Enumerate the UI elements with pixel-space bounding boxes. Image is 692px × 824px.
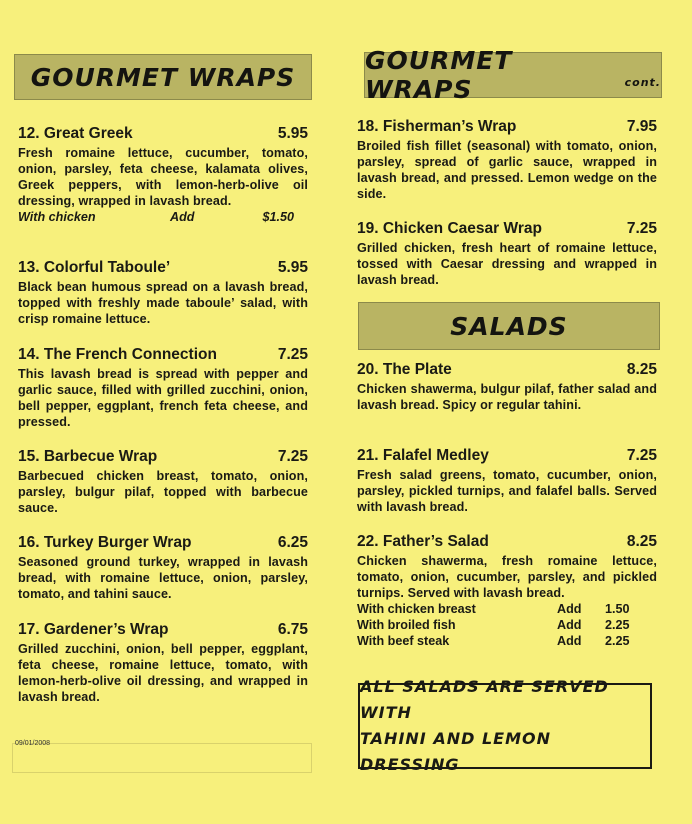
item-description: Grilled zucchini, onion, bell pepper, eggplant, feta cheese, romaine lettuce, tomato, with lemon-herb-olive oil dressing, and wrapped in lavash bread.	[18, 642, 308, 704]
item-price: 5.95	[277, 259, 308, 276]
item-name: 19. Chicken Caesar Wrap	[357, 220, 542, 237]
addon-name: With chicken breast	[357, 602, 476, 616]
menu-item-15	[18, 447, 308, 516]
menu-item-22	[357, 532, 657, 649]
item-price: 7.25	[626, 220, 657, 237]
item-price: 5.95	[277, 125, 308, 142]
menu-item-14	[18, 345, 308, 430]
item-description: Seasoned ground turkey, wrapped in lavash bread, with romaine lettuce, onion, parsley, tomato, and tahini sauce.	[18, 555, 308, 601]
banner-title: SALADS	[450, 311, 568, 341]
menu-item-12	[18, 124, 308, 225]
item-name: 17. Gardener’s Wrap	[18, 621, 169, 638]
addon-price: 2.25	[605, 618, 630, 632]
note-line-1: ALL SALADS ARE SERVED WITH	[360, 677, 609, 722]
print-date: 09/01/2008	[15, 740, 51, 747]
note-line-2: TAHINI AND LEMON DRESSING	[360, 729, 551, 774]
item-description: Chicken shawerma, bulgur pilaf, father salad and lavash bread. Spicy or regular tahini.	[357, 382, 657, 412]
item-price: 7.25	[277, 448, 308, 465]
addon-add: Add	[557, 602, 582, 616]
item-price: 8.25	[626, 361, 657, 378]
addon-price: 2.25	[605, 634, 630, 648]
item-price: 7.25	[626, 447, 657, 464]
item-price: 6.25	[277, 534, 308, 551]
menu-item-19	[357, 219, 657, 288]
menu-item-21	[357, 446, 657, 515]
addon-price: $1.50	[262, 210, 294, 224]
addon-row	[357, 601, 657, 617]
banner-title: GOURMET WRAPS	[365, 46, 513, 104]
item-name: 14. The French Connection	[18, 346, 217, 363]
item-name: 16. Turkey Burger Wrap	[18, 534, 192, 551]
addon-price: 1.50	[605, 602, 630, 616]
menu-item-13	[18, 258, 308, 327]
gourmet-wraps-banner	[14, 54, 312, 100]
item-name: 21. Falafel Medley	[357, 447, 489, 464]
addon-row	[357, 617, 657, 633]
banner-cont: cont.	[624, 76, 661, 89]
item-description: Fresh salad greens, tomato, cucumber, onion, parsley, pickled turnips, and falafel balls. Served with lavash bread.	[357, 468, 657, 514]
item-description: Barbecued chicken breast, tomato, onion, parsley, bulgur pilaf, topped with barbecue sauce.	[18, 469, 308, 515]
banner-title: GOURMET WRAPS	[30, 62, 296, 92]
item-price: 7.95	[626, 118, 657, 135]
item-name: 13. Colorful Taboule’	[18, 259, 171, 276]
salads-banner	[358, 302, 660, 350]
item-price: 7.25	[277, 346, 308, 363]
item-name: 15. Barbecue Wrap	[18, 448, 158, 465]
menu-item-20	[357, 360, 657, 413]
item-name: 12. Great Greek	[18, 125, 133, 142]
addon-row	[357, 633, 657, 649]
item-name: 20. The Plate	[357, 361, 452, 378]
item-description: Black bean humous spread on a lavash bread, topped with freshly made taboule’ salad, with crisp romaine lettuce.	[18, 280, 308, 326]
addon-name: With beef steak	[357, 634, 450, 648]
item-description: Broiled fish fillet (seasonal) with tomato, onion, parsley, spread of garlic sauce, wrapped in lavash bread, and pressed. Lemon wedge on the side.	[357, 139, 657, 201]
addon-name: With chicken	[18, 210, 96, 224]
addon-name: With broiled fish	[357, 618, 456, 632]
addon-add: Add	[557, 618, 582, 632]
addon-row	[18, 209, 308, 225]
item-name: 18. Fisherman’s Wrap	[357, 118, 517, 135]
item-description: Fresh romaine lettuce, cucumber, tomato, onion, parsley, feta cheese, kalamata olives, Greek peppers, with lemon-herb-olive oil dressing, wrapped in lavash bread.	[18, 146, 308, 208]
salad-dressing-note	[358, 677, 652, 774]
gourmet-wraps-cont-banner	[364, 46, 662, 104]
item-description: Grilled chicken, fresh heart of romaine lettuce, tossed with Caesar dressing and wrapped in lavash bread.	[357, 241, 657, 287]
menu-item-17	[18, 620, 308, 705]
menu-item-18	[357, 117, 657, 202]
addon-add: Add	[170, 210, 195, 224]
item-name: 22. Father’s Salad	[357, 533, 489, 550]
item-description: Chicken shawerma, fresh romaine lettuce, tomato, onion, cucumber, parsley, and pickled turnips. Served with lavash bread.	[357, 554, 657, 600]
addon-add: Add	[557, 634, 582, 648]
item-price: 8.25	[626, 533, 657, 550]
item-description: This lavash bread is spread with pepper and garlic sauce, filled with grilled zucchini, onion, bell pepper, eggplant, french feta cheese, and pressed.	[18, 367, 308, 429]
menu-item-16	[18, 533, 308, 602]
item-price: 6.75	[277, 621, 308, 638]
bleed-through-box	[12, 743, 312, 773]
